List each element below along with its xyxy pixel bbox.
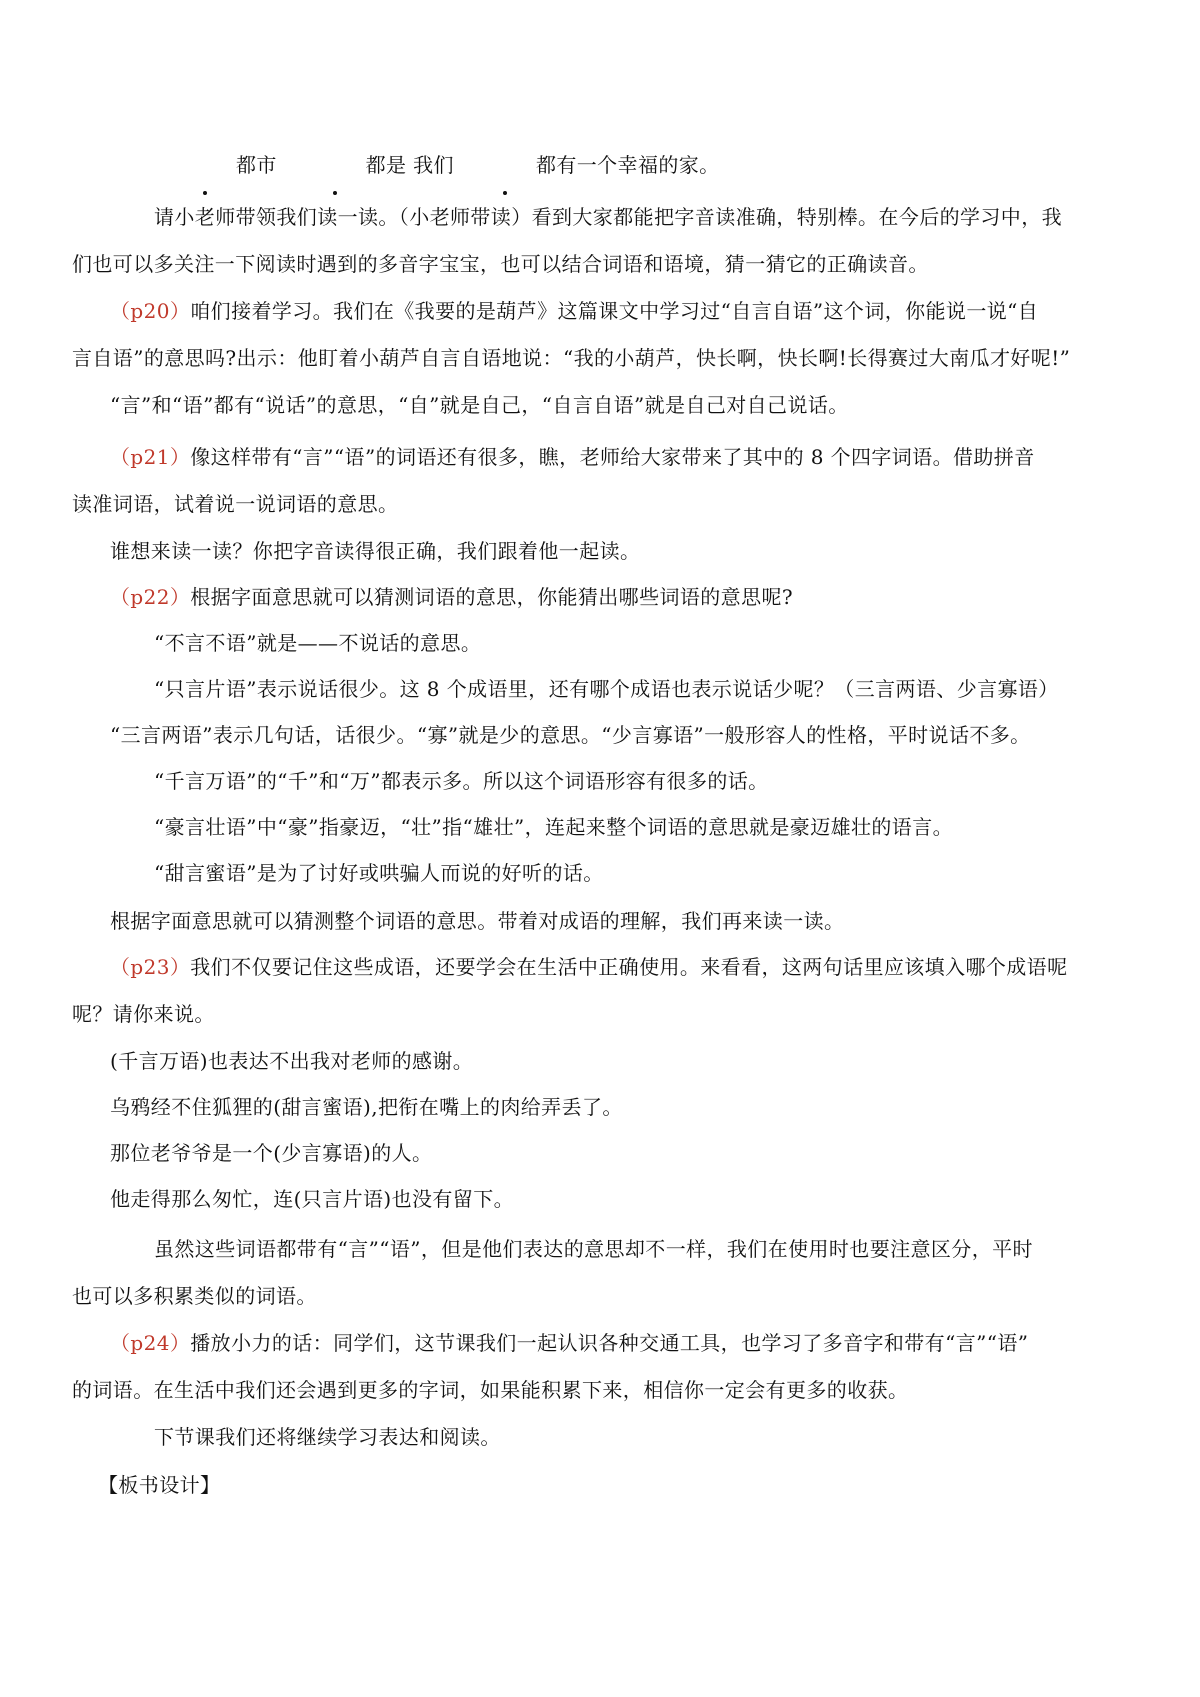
slide-tag-p23: （p23） [110, 955, 191, 979]
idiom-zhiyan: “只言片语”表示说话很少。这 8 个成语里，还有哪个成语也表示说话少呢？（三言两语、少言寡语） [154, 677, 1059, 701]
paragraph-p24: （p24）播放小力的话：同学们，这节课我们一起认识各种交通工具，也学习了多音字和带有“言”“语” 的词语。在生活中我们还会遇到更多的字词，如果能积累下来，相信你一定会有更多的收获。 [72, 1331, 1029, 1402]
paragraph-guess: 根据字面意思就可以猜测整个词语的意思。带着对成语的理解，我们再来读一读。 [110, 909, 845, 933]
polyphone-example: 都市 都是 我们 都有一个幸福的家。 [72, 142, 1100, 189]
dotted-char: 都 [154, 142, 256, 189]
slide-tag-p20: （p20） [110, 299, 191, 323]
paragraph-who-reads: 谁想来读一读？你把字音读得很正确，我们跟着他一起读。 [110, 539, 641, 563]
paragraph-p20: （p20）咱们接着学习。我们在《我要的是葫芦》这篇课文中学习过“自言自语”这个词，你能说一说“自 言自语”的意思吗?出示：他盯着小葫芦自言自语地说：“我的小葫芦，快长啊，快长啊!长得赛过大南瓜才好呢!” [72, 299, 1071, 370]
dotted-char: 都 [454, 142, 556, 189]
idiom-haoyan: “豪言壮语”中“豪”指豪迈，“壮”指“雄壮”，连起来整个词语的意思就是豪迈雄壮的语言。 [154, 815, 953, 839]
paragraph-read-aloud: 请小老师带领我们读一读。（小老师带读）看到大家都能把字音读准确，特别棒。在今后的学习中，我 们也可以多关注一下阅读时遇到的多音字宝宝，也可以结合词语和语境，猜一猜它的正确读音。 [72, 205, 1062, 276]
paragraph-p23: （p23）我们不仅要记住这些成语，还要学会在生活中正确使用。来看看，这两句话里应该填入哪个成语呢 呢？请你来说。 [72, 955, 1068, 1026]
idiom-sanyan: “三言两语”表示几句话，话很少。“寡”就是少的意思。“少言寡语”一般形容人的性格，平时说话不多。 [110, 723, 1031, 747]
paragraph-p21: （p21）像这样带有“言”“语”的词语还有很多，瞧，老师给大家带来了其中的 8 个四字词语。借助拼音 读准词语，试着说一说词语的意思。 [72, 445, 1035, 516]
slide-tag-p22: （p22） [110, 585, 191, 609]
idiom-qianyan: “千言万语”的“千”和“万”都表示多。所以这个词语形容有很多的话。 [154, 769, 769, 793]
sentence-3: 那位老爷爷是一个(少言寡语)的人。 [110, 1141, 433, 1165]
paragraph-distinguish: 虽然这些词语都带有“言”“语”，但是他们表达的意思却不一样，我们在使用时也要注意区分，平时 也可以多积累类似的词语。 [72, 1237, 1033, 1308]
paragraph-p22: （p22）根据字面意思就可以猜测词语的意思，你能猜出哪些词语的意思呢? [110, 585, 793, 609]
slide-tag-p24: （p24） [110, 1331, 191, 1355]
paragraph-next-lesson: 下节课我们还将继续学习表达和阅读。 [154, 1425, 501, 1449]
section-heading-board-design: 【板书设计】 [98, 1473, 221, 1497]
sentence-1: (千言万语)也表达不出我对老师的感谢。 [110, 1049, 474, 1073]
paragraph-meaning: “言”和“语”都有“说话”的意思，“自”就是自己，“自言自语”就是自己对自己说话。 [110, 393, 849, 417]
dotted-char: 都 [284, 142, 386, 189]
idiom-buyan: “不言不语”就是——不说话的意思。 [154, 631, 482, 655]
idiom-tianyan: “甜言蜜语”是为了讨好或哄骗人而说的好听的话。 [154, 861, 604, 885]
sentence-4: 他走得那么匆忙，连(只言片语)也没有留下。 [110, 1187, 515, 1211]
slide-tag-p21: （p21） [110, 445, 191, 469]
sentence-2: 乌鸦经不住狐狸的(甜言蜜语),把衔在嘴上的肉给弄丢了。 [110, 1095, 623, 1119]
